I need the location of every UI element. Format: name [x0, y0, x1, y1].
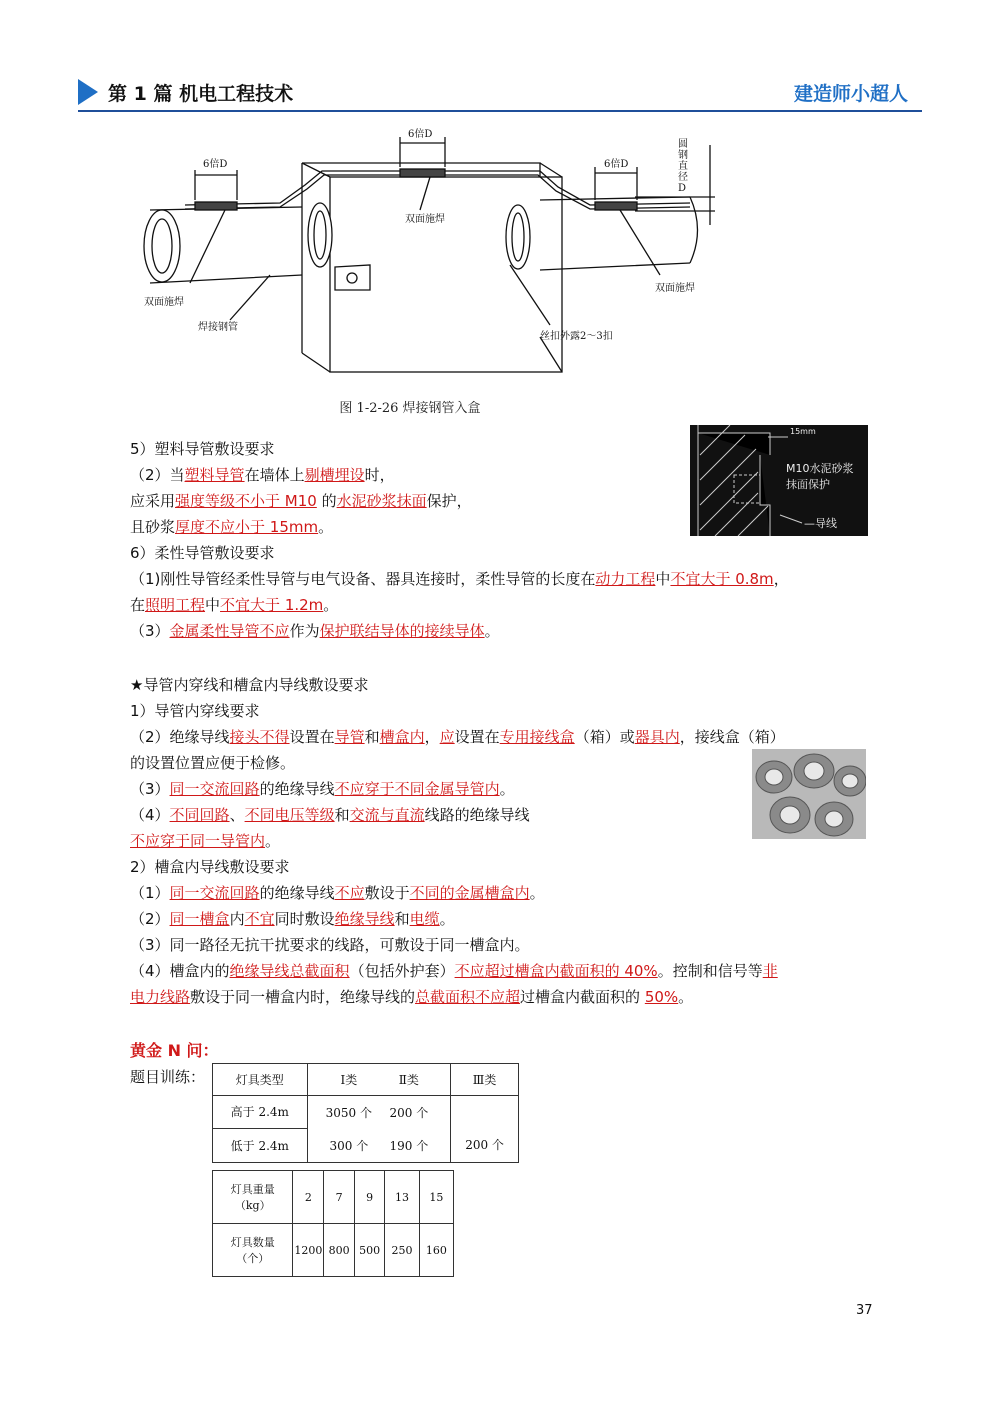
line-text: （4）	[130, 806, 170, 824]
line-text: 在墙体上	[244, 466, 305, 484]
highlight-text: 应	[439, 728, 455, 746]
line-text: 。	[265, 832, 281, 850]
line-text: 且砂浆	[130, 518, 176, 536]
line-text: 的设置位置应便于检修。	[130, 754, 296, 772]
page-header	[78, 76, 922, 110]
text-line	[130, 620, 500, 642]
highlight-text: 器具内	[634, 728, 680, 746]
dim-label-right: 6倍D	[604, 159, 629, 170]
highlight-text: 槽盒内	[379, 728, 425, 746]
highlight-text: 剔槽埋设	[304, 466, 365, 484]
line-text: 5）塑料导管敷设要求	[130, 440, 275, 458]
table-cell	[307, 1064, 451, 1096]
dim-label-left: 6倍D	[203, 159, 228, 170]
cad-label-line2: 抹面保护	[786, 478, 830, 491]
weld-label-right: 双面施焊	[655, 283, 695, 294]
line-text: 敷设于	[364, 884, 410, 902]
table-cell: 800	[324, 1224, 355, 1277]
text-line	[130, 568, 789, 590]
mortar-protection-image	[690, 425, 868, 536]
table-cell: 9	[354, 1171, 385, 1224]
page-number: 37	[856, 1303, 873, 1318]
text-line	[130, 464, 395, 486]
highlight-text: 非	[762, 962, 778, 980]
text-line	[130, 516, 333, 538]
line-text: （箱）或	[574, 728, 635, 746]
table-cell-text: 灯具重量	[230, 1183, 275, 1196]
dim-label-vertical: 圆钢直径D	[678, 139, 688, 194]
table-cell-text: 3050 个	[325, 1105, 373, 1120]
highlight-text: 交流与直流	[349, 806, 425, 824]
line-text: 。	[439, 910, 455, 928]
cad-label	[786, 461, 854, 493]
highlight-text: 50%	[644, 988, 679, 1006]
pipe-label: 焊接钢管	[198, 322, 238, 333]
table-cell-text: 灯具数量	[230, 1236, 275, 1249]
line-text: 过槽盒内截面积的	[520, 988, 645, 1006]
line-text: 设置在	[289, 728, 335, 746]
dim-label-top: 6倍D	[408, 129, 433, 140]
highlight-text: 水泥砂浆抹面	[336, 492, 427, 510]
table-cell: 13	[385, 1171, 419, 1224]
lamp-class-table	[212, 1063, 519, 1163]
table-cell-text: （个）	[236, 1252, 270, 1265]
line-text: ，	[424, 728, 440, 746]
line-text: 内	[229, 910, 245, 928]
lamp-weight-table	[212, 1170, 454, 1277]
text-line	[130, 986, 693, 1008]
highlight-text: 不应穿于同一导管内	[130, 832, 266, 850]
table-cell: 250	[385, 1224, 419, 1277]
highlight-text: 厚度不应小于 15mm	[175, 518, 319, 536]
text-line	[130, 778, 515, 800]
highlight-text: 不同回路	[169, 806, 230, 824]
fittings-drawing	[752, 749, 866, 839]
line-text: （2）绝缘导线	[130, 728, 230, 746]
weld-label-center: 双面施焊	[405, 214, 445, 225]
line-text: 应采用	[130, 492, 176, 510]
chapter-title: 第 1 篇 机电工程技术	[108, 83, 294, 105]
line-text: 、	[229, 806, 245, 824]
line-text: 中	[655, 570, 671, 588]
line-text: （3）	[130, 780, 170, 798]
thread-label: 丝扣外露2～3扣	[540, 331, 613, 342]
line-text: 的	[316, 492, 337, 510]
text-line	[130, 752, 295, 774]
table-cell	[213, 1224, 293, 1277]
table-cell-text: Ⅱ类	[398, 1073, 419, 1088]
line-text: 同时敷设	[274, 910, 335, 928]
line-text: 1）导管内穿线要求	[130, 702, 260, 720]
conduit-fittings-photo	[752, 749, 866, 839]
text-line	[130, 700, 260, 722]
table-cell-text: 300 个	[329, 1138, 369, 1153]
table-cell-text: 190 个	[389, 1138, 429, 1153]
table-cell: 160	[419, 1224, 453, 1277]
table-cell-text: 200 个	[389, 1105, 429, 1120]
table-cell: 15	[419, 1171, 453, 1224]
cad-label-line1: M10水泥砂浆	[786, 462, 854, 475]
header-rule	[78, 110, 922, 112]
figure-caption: 图 1-2-26 焊接钢管入盒	[339, 401, 481, 416]
highlight-text: 绝缘导线总截面积	[229, 962, 350, 980]
highlight-text: 电缆	[409, 910, 440, 928]
highlight-text: 不应超过槽盒内截面积的 40%	[454, 962, 658, 980]
line-text: 保护，	[426, 492, 472, 510]
weld-label-left: 双面施焊	[144, 297, 184, 308]
highlight-text: 电力线路	[130, 988, 191, 1006]
line-text: 。控制和信号等	[657, 962, 763, 980]
text-line	[130, 542, 275, 564]
text-line	[130, 594, 338, 616]
highlight-text: 金属柔性导管不应	[169, 622, 290, 640]
line-text: 和	[334, 806, 350, 824]
cad-wire-label: —导线	[804, 517, 837, 530]
text-line	[130, 830, 280, 852]
line-text: 线路的绝缘导线	[424, 806, 530, 824]
table-cell: 低于 2.4m	[213, 1128, 308, 1162]
cad-dim: 15mm	[790, 427, 816, 436]
line-text: 2）槽盒内导线敷设要求	[130, 858, 290, 876]
line-text: ，	[773, 570, 789, 588]
text-line	[130, 856, 290, 878]
line-text: 和	[394, 910, 410, 928]
line-text: （1）	[130, 884, 170, 902]
golden-questions-heading: 黄金 N 问：	[130, 1041, 219, 1060]
table-cell: 灯具类型	[213, 1064, 308, 1096]
text-line	[130, 490, 472, 512]
line-text: ，接线盒（箱）	[679, 728, 785, 746]
highlight-text: 保护联结导体的接续导体	[319, 622, 485, 640]
training-label: 题目训练：	[130, 1068, 206, 1086]
line-text: 6）柔性导管敷设要求	[130, 544, 275, 562]
text-line	[130, 438, 275, 460]
highlight-text: 专用接线盒	[499, 728, 575, 746]
highlight-text: 不同的金属槽盒内	[409, 884, 530, 902]
table-cell: 1200	[293, 1224, 324, 1277]
table-cell-text: （kg）	[234, 1199, 271, 1212]
line-text: （3）同一路径无抗干扰要求的线路，可敷设于同一槽盒内。	[130, 936, 530, 954]
line-text: 。	[678, 988, 694, 1006]
text-line	[130, 934, 530, 956]
line-text: 和	[364, 728, 380, 746]
line-text: （2）	[130, 910, 170, 928]
table-cell	[307, 1096, 451, 1128]
line-text: 设置在	[454, 728, 500, 746]
text-line	[130, 804, 530, 826]
text-line	[130, 908, 455, 930]
table-cell-text: Ⅰ类	[340, 1073, 358, 1088]
highlight-text: 总截面积不应超	[415, 988, 521, 1006]
highlight-text: 同一交流回路	[169, 884, 260, 902]
table-cell	[451, 1096, 519, 1163]
highlight-text: 不宜	[244, 910, 275, 928]
line-text: （包括外护套）	[349, 962, 455, 980]
table-cell: 7	[324, 1171, 355, 1224]
table-cell: 500	[354, 1224, 385, 1277]
highlight-text: 照明工程	[145, 596, 206, 614]
line-text: 的绝缘导线	[259, 884, 335, 902]
highlight-text: 不应	[334, 884, 365, 902]
table-cell	[213, 1171, 293, 1224]
highlight-text: 同一交流回路	[169, 780, 260, 798]
line-text: 。	[529, 884, 545, 902]
highlight-text: 绝缘导线	[334, 910, 395, 928]
line-text: 中	[205, 596, 221, 614]
triangle-icon	[78, 79, 98, 105]
pipe-box-figure	[130, 125, 730, 420]
table-cell: 2	[293, 1171, 324, 1224]
highlight-text: 导管	[334, 728, 365, 746]
line-text: （3）	[130, 622, 170, 640]
highlight-text: 不同电压等级	[244, 806, 335, 824]
table-cell	[307, 1128, 451, 1162]
highlight-text: 不应穿于不同金属导管内	[334, 780, 500, 798]
text-line	[130, 882, 545, 904]
line-text: （4）槽盒内的	[130, 962, 230, 980]
highlight-text: 塑料导管	[184, 466, 245, 484]
highlight-text: 不宜大于 1.2m	[220, 596, 324, 614]
highlight-text: 动力工程	[595, 570, 656, 588]
highlight-text: 不宜大于 0.8m	[670, 570, 774, 588]
line-text: 的绝缘导线	[259, 780, 335, 798]
text-line	[130, 960, 778, 982]
line-text: 。	[318, 518, 334, 536]
table-cell: 高于 2.4m	[213, 1096, 308, 1128]
line-text: 。	[484, 622, 500, 640]
table-cell: Ⅲ类	[451, 1064, 519, 1096]
line-text: 敷设于同一槽盒内时，绝缘导线的	[190, 988, 416, 1006]
highlight-text: 同一槽盒	[169, 910, 230, 928]
line-text: 作为	[289, 622, 320, 640]
text-line	[130, 726, 785, 748]
line-text: （1)刚性导管经柔性导管与电气设备、器具连接时，柔性导管的长度在	[130, 570, 596, 588]
brand-name: 建造师小超人	[793, 83, 908, 105]
line-text: （2）当	[130, 466, 185, 484]
line-text: ★导管内穿线和槽盒内导线敷设要求	[130, 676, 369, 694]
highlight-text: 强度等级不小于 M10	[175, 492, 317, 510]
line-text: 。	[323, 596, 339, 614]
line-text: 时，	[364, 466, 395, 484]
line-text: 在	[130, 596, 146, 614]
line-text: 。	[499, 780, 515, 798]
table-cell-text: 200 个	[465, 1137, 504, 1152]
section-heading	[130, 674, 368, 696]
highlight-text: 接头不得	[229, 728, 290, 746]
